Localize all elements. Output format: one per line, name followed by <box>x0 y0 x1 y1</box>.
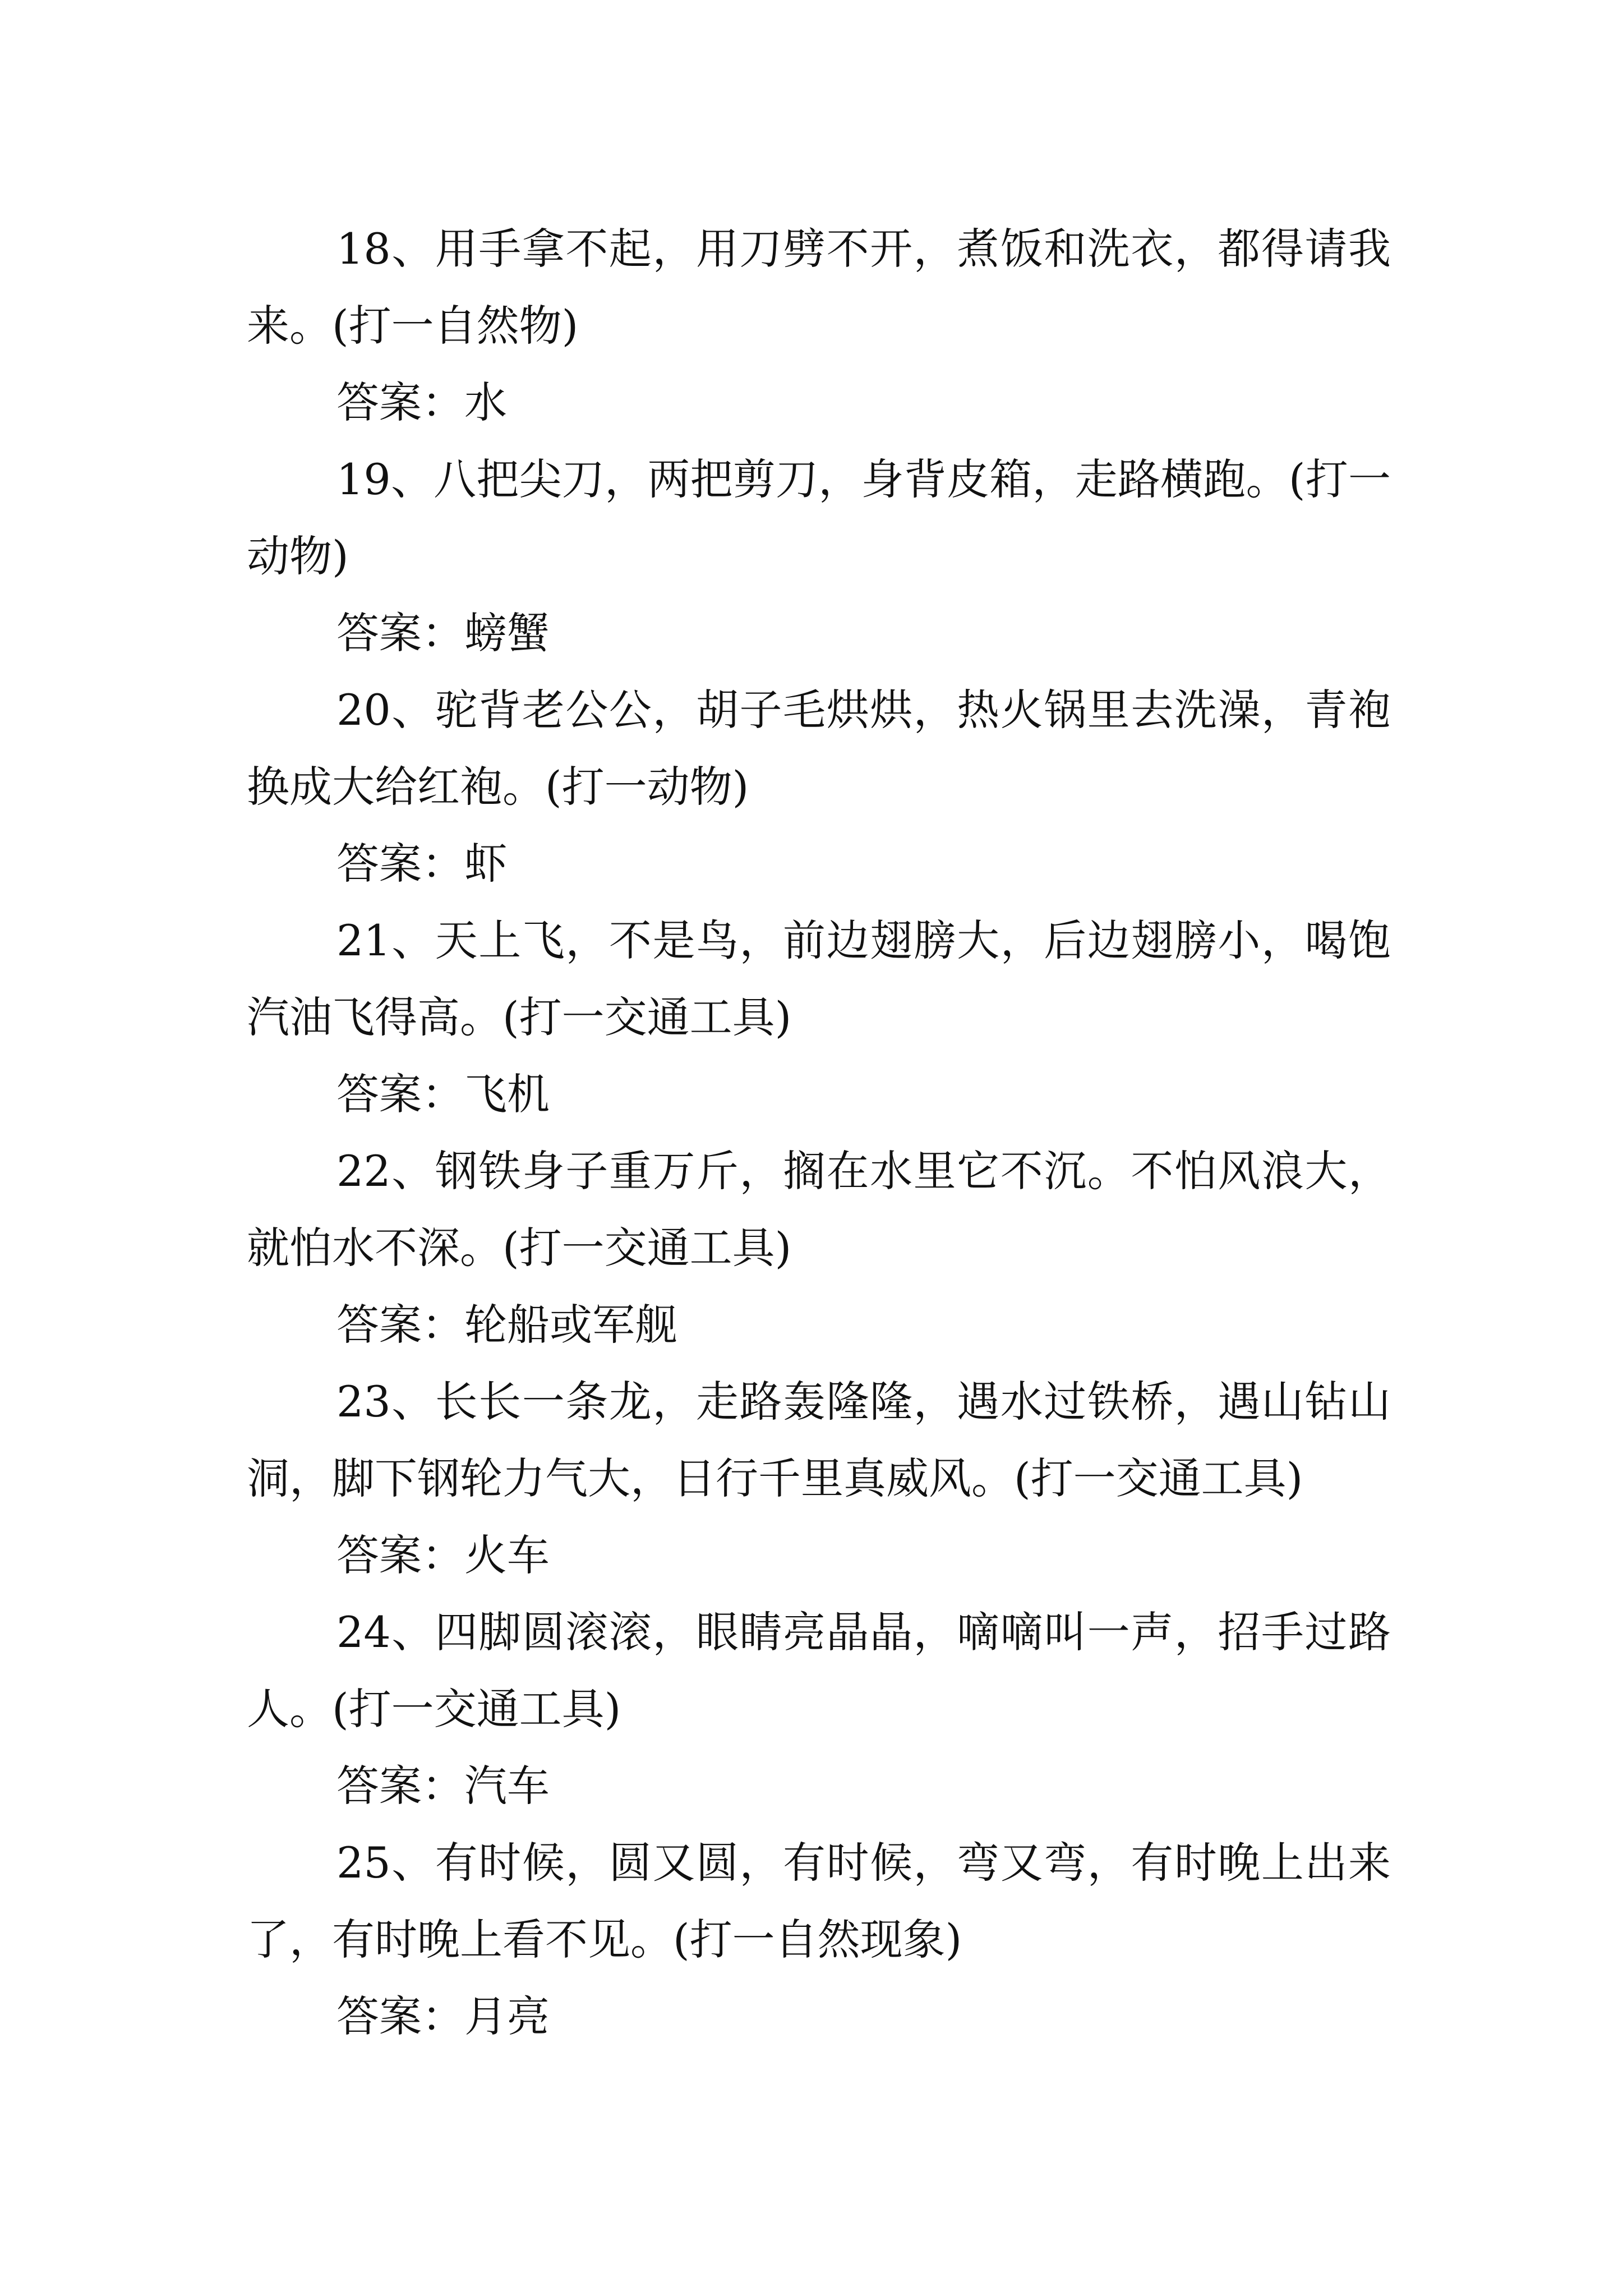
riddle-item <box>247 902 1391 1133</box>
riddle-answer: 答案：火车 <box>336 1530 550 1580</box>
riddle-item <box>247 1133 1391 1363</box>
riddle-question: 21、天上飞，不是鸟，前边翅膀大，后边翅膀小，喝饱汽油飞得高。(打一交通工具) <box>247 915 1391 1042</box>
riddle-question: 19、八把尖刀，两把剪刀，身背皮箱，走路横跑。(打一动物) <box>247 454 1391 581</box>
riddle-answer: 答案：虾 <box>336 839 507 889</box>
riddle-answer: 答案：月亮 <box>336 1991 550 2041</box>
riddle-item <box>247 1594 1391 1824</box>
riddle-question: 18、用手拿不起，用刀劈不开，煮饭和洗衣，都得请我来。(打一自然物) <box>247 224 1391 351</box>
riddle-item <box>247 1824 1391 2055</box>
riddle-item <box>247 441 1391 671</box>
riddle-answer: 答案：螃蟹 <box>336 608 550 658</box>
riddle-question: 25、有时候，圆又圆，有时候，弯又弯，有时晚上出来了，有时晚上看不见。(打一自然现象) <box>247 1838 1391 1964</box>
riddle-item <box>247 210 1391 441</box>
riddle-question: 24、四脚圆滚滚，眼睛亮晶晶，嘀嘀叫一声，招手过路人。(打一交通工具) <box>247 1607 1391 1734</box>
riddle-question: 22、钢铁身子重万斤，搁在水里它不沉。不怕风浪大，就怕水不深。(打一交通工具) <box>247 1146 1391 1273</box>
riddle-answer: 答案：轮船或军舰 <box>336 1300 677 1350</box>
riddle-answer: 答案：飞机 <box>336 1069 550 1119</box>
riddle-list <box>247 210 1391 2055</box>
riddle-answer: 答案：水 <box>336 378 507 427</box>
riddle-question: 23、长长一条龙，走路轰隆隆，遇水过铁桥，遇山钻山洞，脚下钢轮力气大，日行千里真威风。(打一交通工具) <box>247 1377 1391 1503</box>
riddle-question: 20、驼背老公公，胡子毛烘烘，热火锅里去洗澡，青袍换成大给红袍。(打一动物) <box>247 685 1391 812</box>
riddle-item <box>247 1363 1391 1594</box>
riddle-item <box>247 671 1391 902</box>
riddle-answer: 答案：汽车 <box>336 1761 550 1811</box>
